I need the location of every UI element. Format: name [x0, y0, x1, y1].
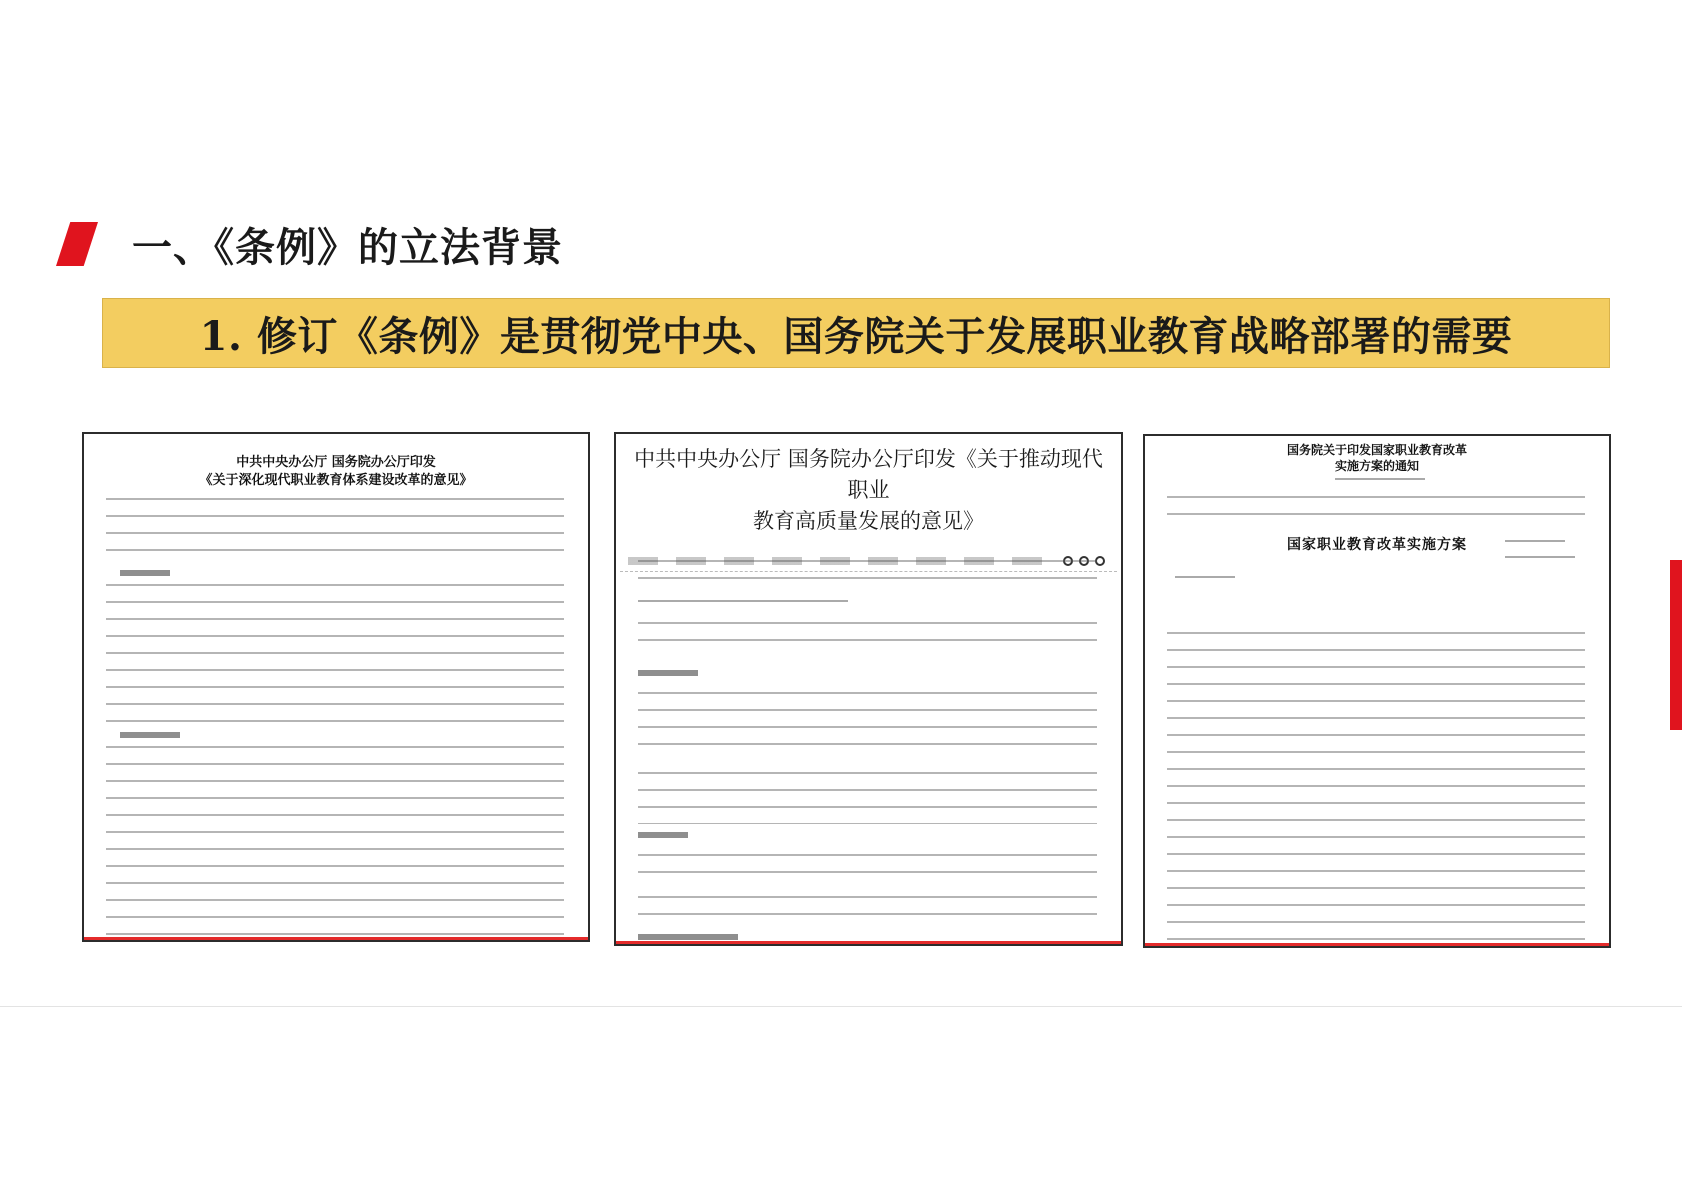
document-3-date-line [1335, 478, 1425, 480]
document-1-body-text [106, 584, 564, 734]
document-3-signature-line [1505, 540, 1565, 542]
document-card-3 [1143, 434, 1611, 948]
document-3-title-line2: 实施方案的通知 [1334, 459, 1419, 473]
document-2-body-text [638, 772, 1097, 824]
document-1-title-line1: 中共中央办公厅 国务院办公厅印发 [236, 455, 436, 470]
document-1-bottom-edge [84, 937, 588, 940]
document-card-1 [82, 432, 590, 942]
page-bottom-rule [0, 1006, 1682, 1007]
document-3-subtitle: 国家职业教育改革实施方案 [1287, 537, 1467, 553]
document-1-title-line2: 《关于深化现代职业教育体系建设改革的意见》 [199, 473, 473, 488]
document-2-body-text [638, 896, 1097, 930]
section-title: 一、《条例》的立法背景 [132, 225, 563, 271]
document-3-note-line [1175, 576, 1235, 578]
document-2-bottom-edge [616, 941, 1121, 944]
document-2-section-heading [638, 934, 738, 940]
document-card-2 [614, 432, 1123, 946]
document-2-body-text [638, 600, 848, 602]
document-2-section-heading [638, 832, 688, 838]
document-2-body-text [638, 560, 1097, 594]
document-1-title [84, 454, 588, 490]
document-3-body-text [1167, 632, 1585, 948]
document-3-signature-line [1505, 556, 1575, 558]
document-3-bottom-edge [1145, 943, 1609, 946]
document-3-title [1145, 442, 1609, 474]
subtitle-banner [102, 298, 1610, 368]
red-accent-shape [56, 222, 98, 266]
document-1-body-text [106, 498, 564, 566]
document-2-body-text [638, 622, 1097, 656]
document-1-body-text [106, 746, 564, 936]
document-2-title-line1: 中共中央办公厅 国务院办公厅印发《关于推动现代职业 [634, 447, 1103, 502]
document-2-body-text [638, 854, 1097, 888]
document-1-section-heading [120, 732, 180, 738]
document-2-title [616, 444, 1121, 537]
document-3-body-text [1167, 496, 1585, 530]
document-1-section-heading [120, 570, 170, 576]
document-2-body-text [638, 692, 1097, 760]
document-2-section-heading [638, 670, 698, 676]
right-edge-red-bar [1670, 560, 1682, 730]
document-2-title-line2: 教育高质量发展的意见》 [753, 509, 984, 533]
banner-text: 1. 修订《条例》是贯彻党中央、国务院关于发展职业教育战略部署的需要 [199, 312, 1513, 360]
document-3-title-line1: 国务院关于印发国家职业教育改革 [1286, 443, 1467, 457]
